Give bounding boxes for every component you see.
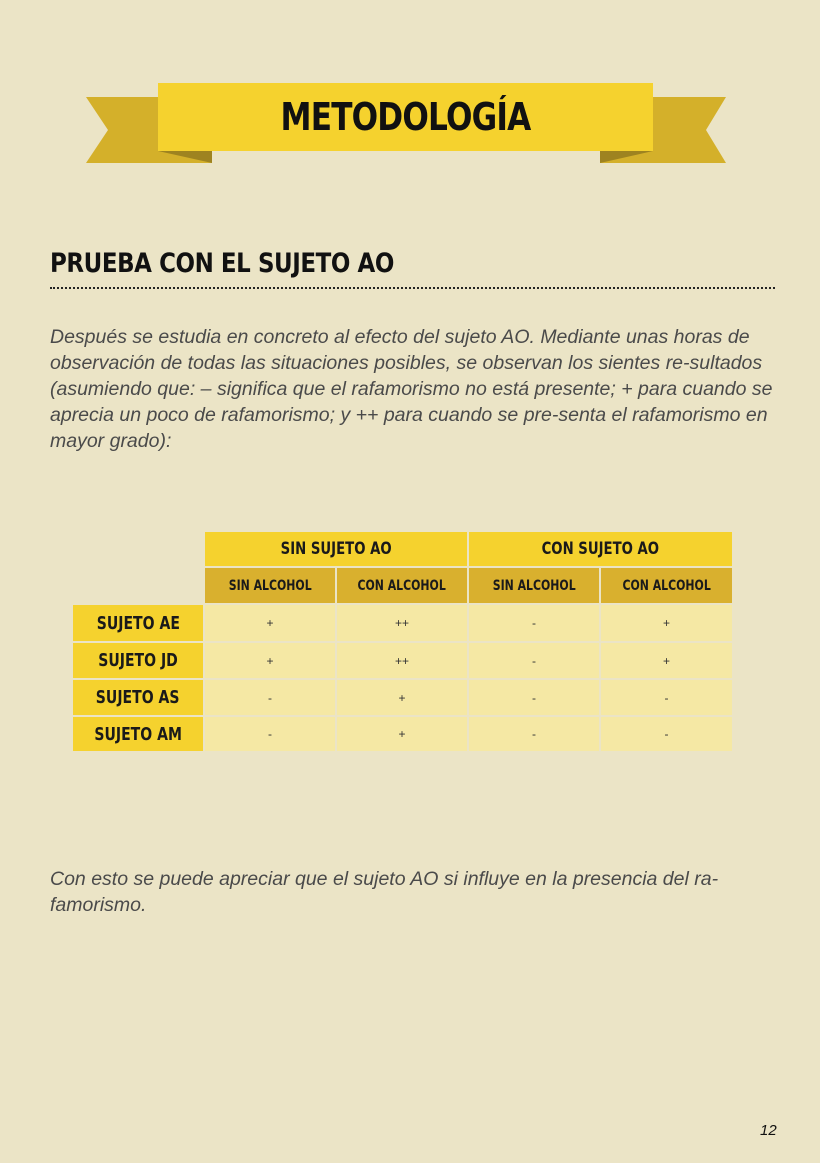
table-cell: ++ — [337, 605, 467, 641]
group-header-sin-sujeto: SIN SUJETO AO — [205, 532, 467, 566]
table-cell: + — [337, 680, 467, 715]
subheader-sin-alcohol: SIN ALCOHOL — [469, 568, 599, 603]
dotted-divider — [50, 287, 775, 289]
table-cell: + — [337, 717, 467, 751]
title-banner — [0, 0, 820, 180]
group-header-con-sujeto: CON SUJETO AO — [469, 532, 732, 566]
page-number: 12 — [760, 1122, 777, 1139]
row-label: SUJETO AS — [73, 680, 203, 715]
table-cell: - — [205, 680, 335, 715]
subheader-sin-alcohol: SIN ALCOHOL — [205, 568, 335, 603]
table-cell: - — [469, 605, 599, 641]
closing-paragraph: Con esto se puede apreciar que el sujeto AO si influye en la presencia del ra-famorismo. — [50, 868, 719, 916]
table-cell: + — [205, 605, 335, 641]
subheader-con-alcohol: CON ALCOHOL — [337, 568, 467, 603]
table-cell: + — [205, 643, 335, 678]
row-label: SUJETO AE — [73, 605, 203, 641]
row-label: SUJETO JD — [73, 643, 203, 678]
table-cell: - — [205, 717, 335, 751]
table-cell: - — [469, 717, 599, 751]
subheader-con-alcohol: CON ALCOHOL — [601, 568, 732, 603]
table-cell: - — [601, 717, 732, 751]
intro-paragraph: Después se estudia en concreto al efecto del sujeto AO. Mediante unas horas de observación de todas las situaciones posibles, se observan los sientes re-sultados (asumiendo que: – significa que el rafamorismo no está presente; + para cuando se aprecia un poco de rafamorismo; y ++ para cuando se pre-senta el rafamorismo en mayor grado): — [50, 326, 773, 452]
row-label: SUJETO AM — [73, 717, 203, 751]
table-cell: - — [469, 643, 599, 678]
table-cell: - — [601, 680, 732, 715]
table-cell: + — [601, 643, 732, 678]
table-cell: ++ — [337, 643, 467, 678]
section-title: PRUEBA CON EL SUJETO AO — [50, 248, 394, 279]
page-title: METODOLOGÍA — [280, 95, 531, 139]
table-cell: - — [469, 680, 599, 715]
table-cell: + — [601, 605, 732, 641]
